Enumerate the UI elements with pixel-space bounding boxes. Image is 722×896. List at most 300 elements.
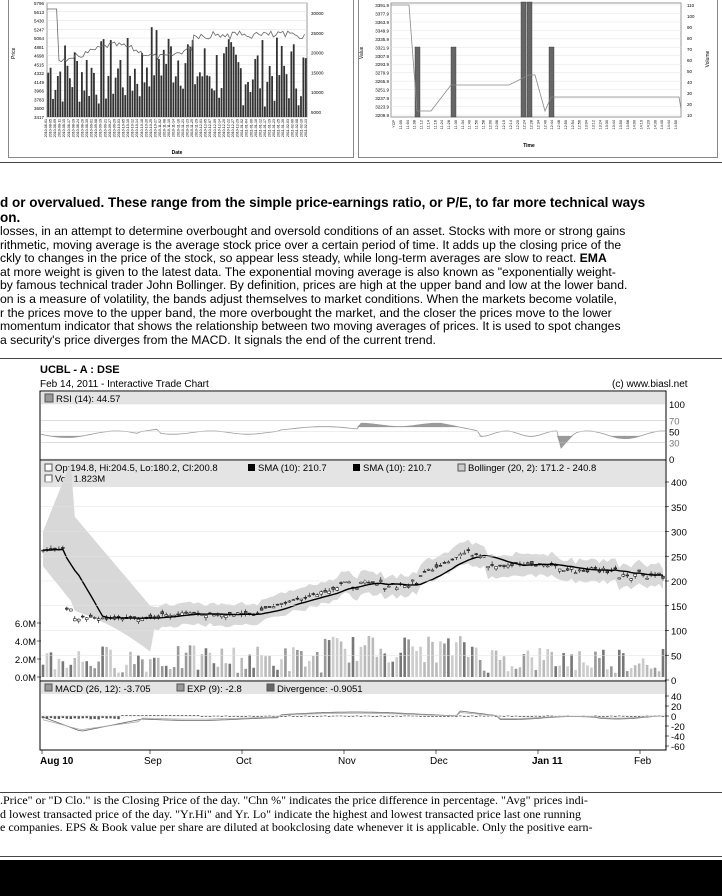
volume-bar [161,666,164,677]
volume-bar [236,673,239,677]
volume-bar [451,656,454,677]
volume-bar [332,637,335,677]
date-tick-label: 2010-08-17 [66,119,71,138]
volume-bar [503,656,506,677]
volume-bar [250,92,252,117]
price-history-chart [8,0,354,158]
candle-body [491,564,494,565]
macd-tick-label: -60 [671,742,685,753]
candle-body [383,588,386,589]
exp-legend-swatch [177,684,184,691]
volume-bar [146,67,148,117]
candle-body [244,611,247,613]
date-tick-label: 2011-01-06 [249,119,254,138]
volume-bar [69,78,71,117]
rsi-tick-label: 70 [669,416,680,428]
volume-bar [109,650,112,677]
volume-bar [290,51,292,117]
volume-bar [276,38,278,117]
volume-tick-label: 10000 [311,90,324,96]
volume-bar [295,88,297,117]
price-tick-label: 400 [671,478,687,489]
bottom-border [0,856,722,857]
price-tick-label: 250 [671,552,687,564]
date-tick-label: 2010-08-09 [53,119,58,138]
candle-body [558,569,561,571]
candle-body [658,573,661,574]
volume-bar [81,662,84,677]
volume-bar [284,648,287,677]
volume-bar [300,651,303,677]
volume-bar [293,44,295,117]
candle-body [419,575,422,576]
y-axis-label: Value [359,46,365,59]
volume-bar [209,76,211,117]
time-tick-label: 12:06 [495,120,500,130]
candle-body [503,565,506,567]
volume-bar [223,53,225,117]
date-tick-label: 2010-12-22 [226,119,231,138]
date-tick-label: 2010-11-08 [162,119,167,138]
volume-bar [137,656,140,677]
volume-bar [225,47,227,117]
date-tick-label: 2010-09-29 [112,119,117,138]
candle-body [300,599,303,600]
macd-tick-label: 20 [671,702,682,713]
price-tick-label: 100 [671,626,687,638]
volume-bar [264,656,267,677]
volume-bar [105,99,107,117]
divergence-legend: Divergence: -0.9051 [277,684,363,695]
divergence-bar [89,716,91,719]
volume-bar [531,657,534,677]
volume-bar [211,89,213,117]
volume-bar [153,75,155,117]
date-tick-label: 2010-09-08 [94,119,99,138]
date-tick-label: 2010-12-07 [208,119,213,138]
volume-tick-label: 110 [687,3,695,8]
y-tick-label: 3237.9 [375,96,389,102]
divergence-legend-swatch [267,684,274,691]
macd-tick-label: -20 [671,722,685,733]
y-tick-label: 4515 [33,62,44,68]
volume-bar [411,646,414,677]
volume-tick-label: 30 [687,91,693,96]
volume-bar [95,95,97,117]
volume-bar [139,96,141,117]
volume-bar [129,76,131,117]
volume-bar [141,659,144,677]
volume-bar [117,673,120,677]
volume-bar [144,82,146,117]
divergence-bar [93,716,95,719]
volume-bar [443,644,446,677]
volume-bar [182,89,184,117]
volume-bar [107,76,109,117]
candle-body [507,565,510,567]
price-tick-label: 0 [671,676,677,687]
volume-bar [172,82,174,117]
price-tick-label: 200 [671,577,687,588]
date-tick-label: 2010-09-19 [98,119,103,138]
date-tick-label: 2010-12-20 [221,119,226,138]
date-tick-label: 2010-12-27 [231,119,236,138]
exp-legend: EXP (9): -2.8 [187,684,242,695]
volume-bar [348,663,351,677]
candle-body [606,571,609,573]
volume-bar [415,651,418,677]
volume-tick-label: 20000 [311,50,324,56]
volume-bar [93,73,95,117]
date-tick-label: 2010-12-14 [217,119,222,138]
candle-body [292,600,295,601]
date-tick-label: 2010-11-29 [194,119,199,138]
volume-tick-label: 6.0M [14,619,36,630]
volume-tick-label: 60 [687,58,693,63]
date-tick-label: 2011-01-17 [262,119,267,138]
candle-body [646,578,649,579]
time-tick-label: 14:30 [653,120,658,130]
volume-bar [491,650,494,677]
ma-explanation-2: ckly to changes in the price of the stock, so appear less steady, while long-term averages are slow to react. EMA [0,251,607,266]
candle-body [487,566,490,567]
y-tick-label: 3377.9 [375,11,389,17]
volume-bar [467,657,470,677]
volume-bar [391,662,394,677]
volume-bar [201,654,204,677]
volume-bar [42,665,45,677]
y-tick-label: 3391.9 [375,3,389,8]
volume-bar [181,668,184,677]
y-tick-label: 3279.9 [375,70,389,76]
divergence-bar [78,716,80,719]
volume-bar [447,638,450,677]
volume-bar [221,88,223,117]
candle-body [364,581,367,583]
volume-bar [658,671,661,677]
divergence-bar [105,716,107,719]
volume-bar [395,657,398,677]
candle-body [276,604,279,605]
time-tick-label: 12:48 [557,120,562,130]
rsi-legend-swatch [45,394,53,402]
volume-bar [340,642,343,677]
x-axis-label: Time [523,143,535,149]
volume-bar [435,663,438,677]
volume-bar [558,666,561,677]
volume-bar [292,647,295,677]
candle-body [93,618,96,619]
time-tick-label: 12:10 [502,120,507,130]
volume-bar [662,649,665,677]
volume-bar [156,30,158,117]
volume-bar [372,638,375,677]
candle-body [332,587,335,589]
volume-bar [232,648,235,677]
time-tick-label: 12:00 [488,120,493,130]
volume-bar [218,98,220,117]
date-tick-label: 2010-10-10 [126,118,131,138]
volume-bar [70,665,73,677]
y-tick-label: 3600 [33,106,44,112]
volume-tick-label: 15000 [311,70,324,76]
time-tick-label: 14:44 [667,120,672,130]
date-tick-label: 2010-08-24 [75,119,80,138]
candle-body [185,612,188,613]
volume-bar [55,90,57,117]
volume-bar [228,39,230,117]
volume-bar [133,664,136,677]
candle-body [360,582,363,583]
y-tick-label: 3265.9 [375,79,389,85]
volume-bar [538,648,541,677]
volume-bar [415,47,420,117]
volume-bar [124,95,126,117]
volume-bar [86,60,88,117]
volume-tick-label: 40 [687,80,693,85]
volume-bar [550,652,553,677]
volume-bar [403,638,406,677]
volume-axis-label: Volume [705,50,711,68]
time-tick-label: 12:54 [570,120,575,130]
volume-bar [654,668,657,677]
volume-bar [248,655,251,677]
volume-bar [46,653,49,677]
candle-body [89,615,92,617]
date-tick-label: 2010-10-25 [148,119,153,138]
volume-tick-label: 2.0M [14,655,36,666]
volume-bar [153,658,156,677]
y-tick-label: 5247 [33,27,44,33]
month-label: Oct [236,756,252,767]
volume-bar [368,636,371,677]
volume-legend-swatch [45,475,52,482]
month-label: Sep [144,756,162,767]
date-tick-label: 2011-01-12 [258,119,263,138]
y-tick-label: 3966 [33,88,44,94]
month-label: Aug 10 [40,756,74,767]
volume-bar [134,69,136,117]
y-tick-label: 4881 [33,44,44,50]
date-tick-label: 2010-08-05 [48,119,53,138]
divergence-bar [66,716,68,719]
sma-legend-2: SMA (10): 210.7 [363,463,432,474]
volume-bar [97,662,100,677]
date-tick-label: 2010-08-19 [71,119,76,138]
volume-bar [630,668,633,677]
volume-bar [103,39,105,117]
date-tick-label: 2010-10-14 [135,119,140,138]
volume-bar [423,662,426,677]
candle-body [328,591,331,593]
volume-tick-label: 30000 [311,11,324,16]
volume-bar [187,44,189,117]
candle-body [630,579,633,581]
volume-bar [148,86,150,117]
candle-body [367,582,370,583]
price-tick-label: 350 [671,502,687,514]
volume-bar [100,41,102,117]
volume-bar [614,673,617,677]
price-history-svg [9,0,353,157]
bollinger-explanation: by famous technical trader John Bollinger. By definition, prices are high at the upper band and low at the lower band. [0,278,628,293]
volume-bar [67,66,69,117]
time-tick-label: 11:30 [453,120,458,130]
date-tick-label: 2011-02-08 [294,119,299,138]
volume-bar [50,652,53,677]
volume-bar [115,78,117,117]
volume-bar [93,668,96,677]
y-tick-label: 3209.9 [375,113,389,118]
candle-body [121,619,124,620]
volume-bar [280,659,283,677]
volume-bar [217,667,220,677]
divergence-bar [54,716,56,719]
candle-body [316,595,319,597]
volume-bar [479,660,482,677]
divergence-bar [97,716,99,719]
candle-body [344,581,347,582]
volume-bar [209,653,212,677]
chart-ticker: UCBL - A : DSE [40,364,120,376]
volume-tick-label: 70 [687,47,693,52]
volume-bar [81,72,83,117]
intraday-chart [358,0,718,158]
volume-bar [233,47,235,117]
separator-line [0,162,722,163]
month-label: Jan 11 [532,756,563,767]
volume-bar [136,84,138,117]
candle-body [634,574,637,576]
time-tick-label: 12:20 [515,120,520,130]
time-tick-label: 13:58 [625,120,630,130]
candle-body [356,588,359,589]
volume-bar [50,68,52,117]
date-tick-label: 2010-10-03 [116,119,121,138]
volume-bar [269,66,271,117]
time-tick-label: 13:50 [618,120,623,130]
volume-bar [129,652,132,677]
time-tick-label: 13:30 [605,120,610,130]
candle-body [272,607,275,608]
volume-bar [511,666,514,677]
volume-bar [407,639,410,677]
candle-body [403,586,406,588]
volume-bar [316,652,319,677]
volume-bar [240,68,242,117]
volume-bar [201,76,203,117]
date-tick-label: 2010-11-14 [171,119,176,138]
candle-body [499,565,502,566]
ma-explanation: rithmetic, moving average is the average stock price over a certain period of time. It adds up the closing price of the [0,237,622,252]
time-tick-label: 12:40 [543,120,548,130]
candle-body [435,565,438,567]
sma-legend-swatch-2 [353,464,360,471]
date-tick-label: 2011-01-02 [240,119,245,138]
volume-bar [199,72,201,117]
candle-body [165,615,168,617]
footnote [0,794,722,835]
volume-bar [521,2,526,117]
volume-bar [168,39,170,117]
time-tick-label: 11:14 [426,120,431,130]
volume-bar [149,659,152,677]
candle-body [324,590,327,592]
time-tick-label: 12:24 [522,120,527,130]
rsi-tick-label: 30 [669,438,680,450]
candle-body [451,559,454,560]
interactive-trade-chart[interactable] [0,362,722,772]
volume-bar [141,53,143,117]
volume-bar [189,47,191,117]
date-tick-label: 2011-01-19 [267,119,272,138]
candle-body [662,576,665,578]
date-tick-label: 2010-08-30 [85,119,90,138]
date-tick-label: 2010-08-01 [44,119,48,138]
candle-body [296,598,299,599]
volume-tick-label: 10 [687,113,693,118]
candle-body [220,615,223,617]
candle-body [423,571,426,572]
volume-bar [79,102,81,117]
volume-bar [91,68,93,117]
volume-bar [235,55,237,117]
time-tick-label: 12:14 [508,120,513,130]
candle-body [85,618,88,620]
candle-body [431,570,434,571]
volume-bar [113,668,116,677]
price-tick-label: 300 [671,527,687,539]
candle-body [582,570,585,571]
volume-bar [554,666,557,677]
time-tick-label: YCP [392,120,396,128]
volume-bar [230,42,232,117]
date-tick-label: 2011-02-13 [304,119,308,138]
time-tick-label: 11:00 [398,120,403,130]
candle-body [61,547,64,548]
candle-body [459,554,462,556]
volume-bar [85,661,88,677]
volume-bar [256,647,259,677]
time-tick-label: 13:04 [584,120,589,130]
candle-body [427,569,430,570]
bollinger-explanation-2: on is a measure of volatility, the bands adjust themselves to market conditions. When the markets become volatile, [0,291,617,306]
date-tick-label: 2011-02-06 [290,119,295,138]
volume-bar [590,667,593,677]
date-tick-label: 2011-01-25 [276,119,281,138]
valuation-question: d or overvalued. These range from the simple price-earnings ratio, or P/E, to far more technical ways [0,195,646,210]
divergence-bar [113,716,115,719]
divergence-bar [109,716,111,718]
y-tick-label: 3321.9 [375,45,389,51]
y-axis-label: Price [11,47,17,59]
divergence-bar [62,716,64,718]
volume-bar [642,658,645,677]
candle-body [387,586,390,587]
footnote-line: .Price" or "D Clo." is the Closing Price of the day. "Chn %" indicates the price difference in percentage. "Avg" prices indi- [0,793,588,807]
volume-bar [244,669,247,677]
macd-tick-label: -40 [671,732,685,743]
volume-bar [54,669,57,677]
y-tick-label: 3349.9 [375,28,389,34]
time-tick-label: 12:44 [550,120,555,130]
volume-bar [626,671,629,677]
candle-body [224,615,227,617]
volume-bar [283,66,285,117]
candle-body [205,615,208,617]
volume-bar [127,38,129,117]
volume-legend: Vol: 1.823M [55,474,106,485]
